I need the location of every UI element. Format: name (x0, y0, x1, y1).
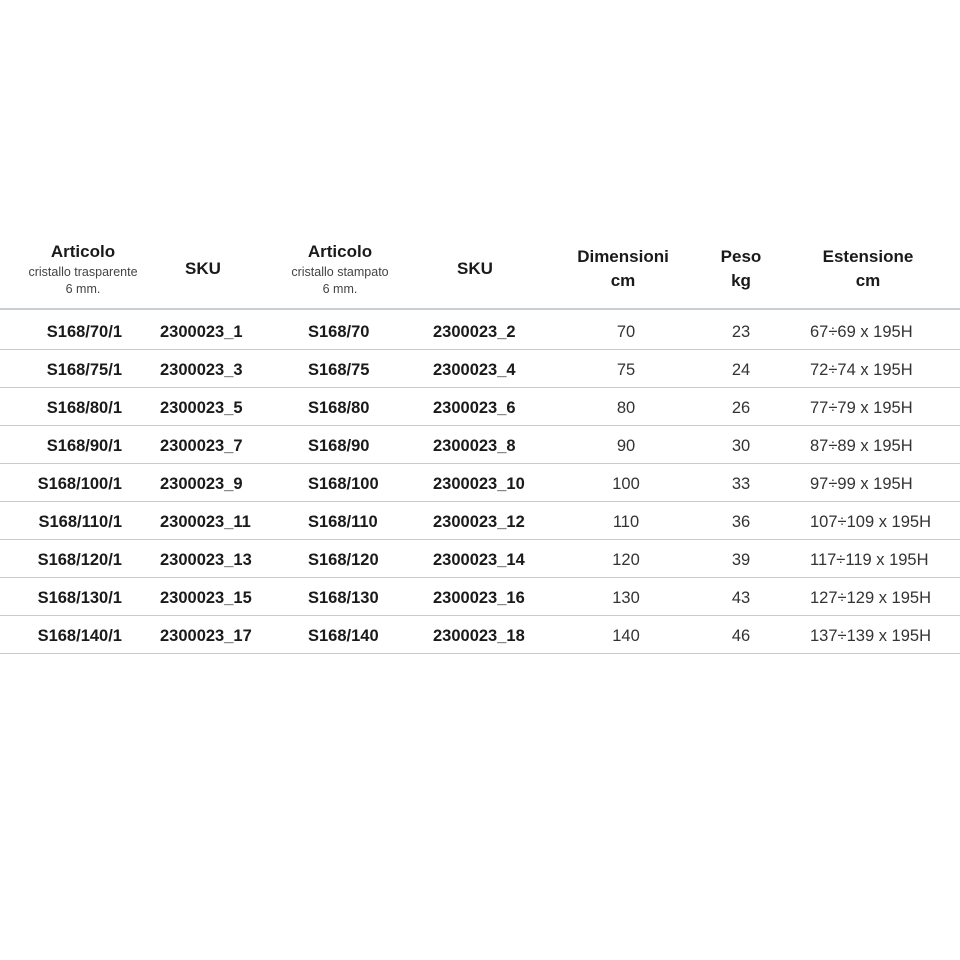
cell-sku-trasparente: 2300023_11 (160, 513, 251, 531)
product-table (0, 230, 960, 654)
header-articolo-trasparente (0, 230, 166, 308)
cell-sku-stampato: 2300023_14 (433, 551, 525, 569)
cell-estensione: 107÷109 x 195H (810, 513, 931, 531)
cell-peso: 46 (731, 627, 751, 645)
cell-estensione: 97÷99 x 195H (810, 475, 913, 493)
cell-sku-trasparente: 2300023_9 (160, 475, 243, 493)
cell-sku-trasparente: 2300023_5 (160, 399, 243, 417)
cell-sku-trasparente: 2300023_1 (160, 323, 243, 341)
table-row (0, 464, 960, 502)
cell-peso: 43 (731, 589, 751, 607)
cell-articolo-trasparente: S168/110/1 (38, 513, 122, 531)
header-estensione (808, 230, 928, 308)
table-row (0, 426, 960, 464)
cell-articolo-trasparente: S168/75/1 (46, 361, 122, 379)
cell-sku-stampato: 2300023_12 (433, 513, 525, 531)
cell-articolo-stampato: S168/140 (308, 627, 379, 645)
header-subtitle: cristallo trasparente (28, 265, 138, 279)
cell-articolo-trasparente: S168/130/1 (37, 589, 122, 607)
header-sku-2 (430, 230, 520, 308)
header-title: Articolo (307, 242, 373, 261)
cell-sku-trasparente: 2300023_3 (160, 361, 243, 379)
cell-sku-trasparente: 2300023_7 (160, 437, 243, 455)
header-title: SKU (185, 259, 221, 278)
cell-sku-trasparente: 2300023_15 (160, 589, 252, 607)
cell-dimensioni: 90 (616, 437, 636, 455)
cell-sku-trasparente: 2300023_13 (160, 551, 252, 569)
cell-peso: 36 (731, 513, 751, 531)
cell-sku-stampato: 2300023_8 (433, 437, 516, 455)
cell-dimensioni: 120 (612, 551, 640, 569)
cell-articolo-stampato: S168/75 (308, 361, 370, 379)
header-title: Peso (720, 247, 762, 266)
cell-articolo-trasparente: S168/100/1 (37, 475, 122, 493)
cell-sku-stampato: 2300023_18 (433, 627, 525, 645)
cell-sku-trasparente: 2300023_17 (160, 627, 252, 645)
cell-dimensioni: 140 (612, 627, 640, 645)
cell-estensione: 87÷89 x 195H (810, 437, 913, 455)
cell-peso: 26 (731, 399, 751, 417)
cell-dimensioni: 110 (612, 513, 640, 531)
cell-dimensioni: 100 (612, 475, 640, 493)
header-articolo-stampato (278, 230, 402, 308)
cell-articolo-stampato: S168/120 (308, 551, 379, 569)
header-unit: cm (855, 271, 881, 290)
cell-dimensioni: 130 (612, 589, 640, 607)
cell-articolo-stampato: S168/110 (308, 513, 378, 531)
header-title: Articolo (50, 242, 116, 261)
header-subtitle: 6 mm. (65, 282, 101, 296)
table-row (0, 350, 960, 388)
header-subtitle: cristallo stampato (291, 265, 389, 279)
cell-peso: 23 (731, 323, 751, 341)
cell-estensione: 127÷129 x 195H (810, 589, 931, 607)
cell-peso: 33 (731, 475, 751, 493)
cell-estensione: 72÷74 x 195H (810, 361, 913, 379)
table-row (0, 502, 960, 540)
cell-peso: 30 (731, 437, 751, 455)
table-row (0, 578, 960, 616)
cell-articolo-stampato: S168/70 (308, 323, 370, 341)
table-row (0, 388, 960, 426)
cell-articolo-trasparente: S168/80/1 (46, 399, 122, 417)
table-row (0, 616, 960, 654)
cell-dimensioni: 80 (616, 399, 636, 417)
cell-estensione: 137÷139 x 195H (810, 627, 931, 645)
cell-estensione: 77÷79 x 195H (810, 399, 913, 417)
cell-articolo-trasparente: S168/70/1 (46, 323, 122, 341)
header-sku-1 (162, 230, 244, 308)
header-dimensioni (572, 230, 674, 308)
cell-articolo-stampato: S168/130 (308, 589, 379, 607)
cell-articolo-trasparente: S168/120/1 (37, 551, 122, 569)
cell-peso: 24 (731, 361, 751, 379)
cell-sku-stampato: 2300023_10 (433, 475, 525, 493)
cell-sku-stampato: 2300023_6 (433, 399, 516, 417)
cell-articolo-stampato: S168/80 (308, 399, 370, 417)
cell-sku-stampato: 2300023_2 (433, 323, 516, 341)
cell-estensione: 67÷69 x 195H (810, 323, 913, 341)
header-unit: cm (610, 271, 636, 290)
table-row (0, 312, 960, 350)
table-body (0, 312, 960, 654)
cell-dimensioni: 70 (616, 323, 636, 341)
cell-estensione: 117÷119 x 195H (810, 551, 929, 569)
cell-sku-stampato: 2300023_4 (433, 361, 516, 379)
header-unit: kg (731, 271, 751, 290)
header-title: Estensione (822, 247, 914, 266)
cell-sku-stampato: 2300023_16 (433, 589, 525, 607)
cell-articolo-trasparente: S168/140/1 (37, 627, 122, 645)
header-title: Dimensioni (577, 247, 669, 266)
cell-articolo-trasparente: S168/90/1 (46, 437, 122, 455)
header-peso (700, 230, 782, 308)
cell-articolo-stampato: S168/90 (308, 437, 370, 455)
header-title: SKU (457, 259, 493, 278)
table-header (0, 230, 960, 310)
cell-dimensioni: 75 (616, 361, 636, 379)
table-row (0, 540, 960, 578)
cell-peso: 39 (731, 551, 751, 569)
header-subtitle: 6 mm. (322, 282, 358, 296)
cell-articolo-stampato: S168/100 (308, 475, 379, 493)
